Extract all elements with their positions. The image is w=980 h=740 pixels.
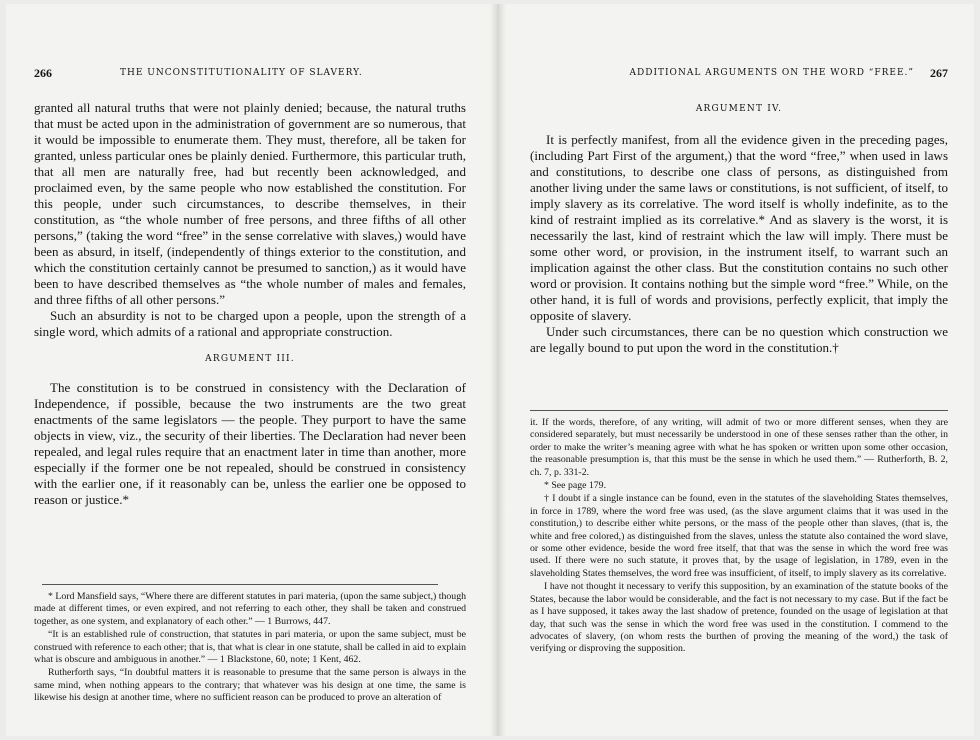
footnote-rule [42, 584, 438, 585]
left-main-text [34, 100, 466, 508]
book-gutter [490, 4, 506, 736]
paragraph: It is perfectly manifest, from all the evidence given in the preceding pages, (including Part First of the argument,) that the word “free,” when used in laws and constitutions, to describe one class of persons, as distinguished from another living under the same laws or constitutions, is not sufficient, of itself, to imply slavery as its correlative. The word itself is wholly indefinite, as to the kind of restraint implied as its correlative.* And as slavery is the worst, it is necessarily the last, kind of restraint which the law will imply. There must be some other word, or provision, in the instrument itself, to warrant such an implication against the other class. But the constitution contains no such other word or provision. It contains nothing but the simple word “free.” While, on the other hand, it is full of words and provisions, perfectly explicit, that imply the opposite of slavery. [530, 132, 948, 323]
left-footnotes [34, 576, 466, 706]
page-number: 267 [930, 66, 948, 80]
left-page [34, 4, 466, 736]
footnote: Rutherforth says, “In doubtful matters it is reasonable to presume that the same person is always in the same mind, when nothing appears to the contrary; that whatever was his design at one time, the same is likewise his design at another time, where no sufficient reason can be produced to prove an alteration of [34, 667, 466, 704]
book-spread [6, 4, 974, 736]
footnote: * Lord Mansfield says, “Where there are different statutes in pari materia, (upon the same subject,) though made at different times, or even expired, and not referring to each other, they shall be taken and construed together, as one system, and explanatory of each other.” — 1 Burrows, 447. [34, 591, 466, 627]
footnote: “It is an established rule of construction, that statutes in pari materia, or upon the same subject, must be construed with reference to each other; that is, that what is clear in one statute, shall be called in aid to explain what is obscure and ambiguous in another.” — 1 Blackstone, 60, note; 1 Kent, 462. [34, 629, 466, 666]
section-heading: ARGUMENT III. [205, 354, 295, 364]
right-page [530, 4, 948, 736]
footnote: * See page 179. [544, 480, 607, 492]
running-head-right [530, 68, 948, 84]
paragraph: Under such circumstances, there can be no question which construction we are legally bound to put upon the word in the constitution.† [530, 324, 948, 355]
right-footnotes [530, 402, 948, 657]
paragraph: The constitution is to be construed in consistency with the Declaration of Independence, if possible, because the two instruments are the two great enactments of the same legislators — the people. They purport to have the same objects in view, viz., the security of their liberties. The Declaration had never been repealed, and legal rules require that an enactment later in time than another, more especially if the former one be not repealed, should be construed in consistency with the earlier one, if it reasonably can be, unless the earlier one be opposed to reason or justice.* [34, 380, 466, 507]
running-head-title: THE UNCONSTITUTIONALITY OF SLAVERY. [120, 68, 363, 78]
footnote: it. If the words, therefore, of any writing, will admit of two or more different senses, when they are considered separately, but must necessarily be understood in one of these senses rather than the other, in order to make the writer’s meaning agree with what he has spoken or written upon some other occasion, the reasonable presumption is, that this must be the sense in which he used them.” — Rutherforth, B. 2, ch. 7, p. 331-2. [530, 417, 948, 478]
page-number: 266 [34, 66, 52, 80]
paragraph: granted all natural truths that were not plainly denied; because, the natural truths that must be acted upon in the administration of government are so numerous, that it would be impossible to enumerate them. They must, therefore, all be taken for granted, unless particular ones be plainly denied. Furthermore, this particular truth, that all men are naturally free, had but recently been acknowledged, and proclaimed even, by the same people who now established the constitution. For this people, under such circumstances, to describe themselves, in their constitution, as “the whole number of free persons, and three fifths of all other persons,” (taking the word “free” in the sense correlative with slaves,) would have been as absurd, in itself, (independently of things exterior to the constitution, and which the constitution certainly cannot be presumed to sanction,) as it would have been to have described themselves as “the whole number of males and females, and three fifths of all other persons.” [34, 100, 466, 307]
footnote-rule [530, 410, 948, 411]
running-head-left [34, 68, 466, 84]
section-heading: ARGUMENT IV. [695, 104, 783, 114]
running-head-title: ADDITIONAL ARGUMENTS ON THE WORD “FREE.” [629, 68, 914, 78]
paragraph: Such an absurdity is not to be charged upon a people, upon the strength of a single word, which admits of a rational and appropriate construction. [34, 308, 466, 339]
footnote: † I doubt if a single instance can be found, even in the statutes of the slaveholding States themselves, in force in 1789, where the word free was used, (as the slave argument claims that it was used in the constitution,) to describe either white persons, or the mass of the people other than slaves, (that is, the white and free colored,) as distinguished from the slaves, unless the statute also contained the word slave, or some other evidence, beside the word free itself, that that was the sense in which the word free was used. If there were no such statute, it proves that, by the usage of legislation, in 1789, even in the slaveholding States themselves, the word free was insufficient, of itself, to imply slavery as its correlative. [530, 493, 948, 579]
footnote: I have not thought it necessary to verify this supposition, by an examination of the statute books of the States, because the labor would be considerable, and the fact is not necessary to my case. But if the fact be as I have supposed, it takes away the last shadow of pretence, founded on the usage of legislation at that day, that such was the sense in which the word free was used in the constitution. I commend to the advocates of slavery, (on whom rests the burthen of proving the meaning of the word,) the task of verifying or disproving the supposition. [530, 581, 948, 655]
right-main-text [530, 104, 948, 356]
